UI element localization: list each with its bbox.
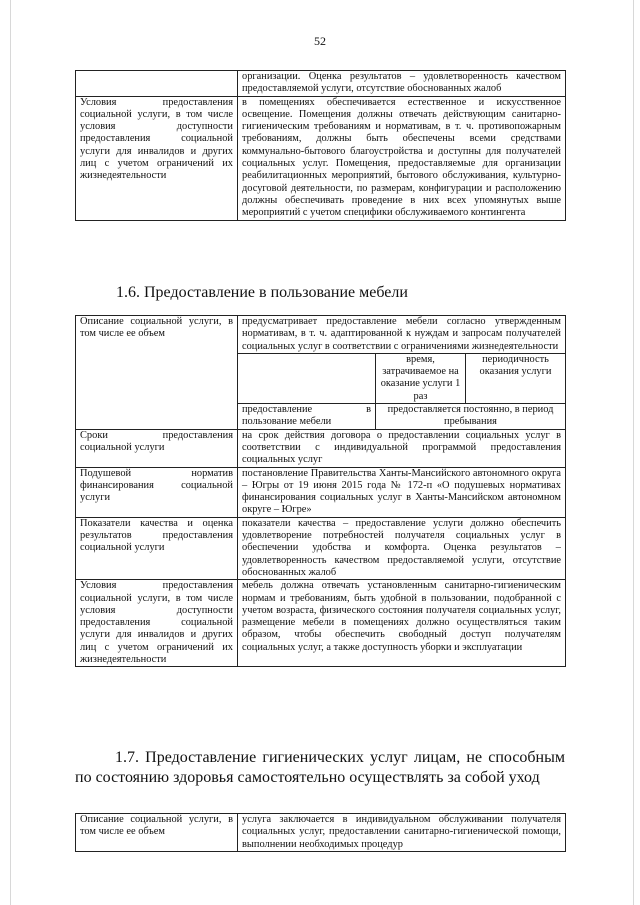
table-cell — [238, 353, 376, 403]
table-cell: Описание социальной услуги, в том числе ее объем — [76, 814, 238, 852]
section-heading-1-6: 1.6. Предоставление в пользование мебели — [116, 284, 408, 301]
table-cell: показатели качества – предоставление услуги должно обеспечить удовлетворение потребностей получателя социальных услуг в обеспечении удобства и комфорта. Оценка результатов – удовлетворенность качеством предоставляемой услуги, отсутствие обоснованных жалоб — [238, 517, 566, 579]
continuation-table — [75, 70, 566, 221]
table-cell: постановление Правительства Ханты-Мансийского автономного округа – Югры от 19 июня 2015 года № 172-п «О подушевых нормативах финансирования социальных услуг в Ханты-Мансийском автономном округе – Югре» — [238, 467, 566, 517]
table-cell: Сроки предоставления социальной услуги — [76, 429, 238, 467]
section-heading-1-7: 1.7. Предоставление гигиенических услуг лицам, не способным по состоянию здоровья самостоятельно осуществлять за собой уход — [75, 749, 565, 786]
service-value-cell: предоставляется постоянно, в период пребывания — [376, 404, 566, 430]
table-row — [76, 71, 566, 97]
right-scan-edge — [633, 0, 634, 905]
page-number: 52 — [314, 34, 326, 48]
periodicity-column-header: периодичность оказания услуги — [466, 353, 566, 403]
left-scan-edge — [10, 0, 11, 905]
table-row — [76, 96, 566, 220]
table-cell: Условия предоставления социальной услуги, в том числе условия доступности предоставления социальной услуги для инвалидов и других лиц с учетом ограничений их жизнедеятельности — [76, 580, 238, 667]
table-row — [76, 580, 566, 667]
table-row — [76, 316, 566, 354]
table-cell: предусматривает предоставление мебели согласно утвержденным нормативам, в т. ч. адаптированной к нуждам и запросам получателей социальных услуг в соответствии с ограничениями жизнедеятельности — [238, 316, 566, 354]
table-row — [76, 814, 566, 852]
hygiene-service-table — [75, 813, 566, 852]
table-cell: Описание социальной услуги, в том числе ее объем — [76, 316, 238, 430]
table-cell — [76, 71, 238, 97]
table-cell: услуга заключается в индивидуальном обслуживании получателя социальных услуг, предоставлении санитарно-гигиенической помощи, выполнении необходимых процедур — [238, 814, 566, 852]
time-column-header: время, затрачиваемое на оказание услуги 1 раз — [376, 353, 466, 403]
table-cell: на срок действия договора о предоставлении социальных услуг в соответствии с индивидуальной программой предоставления социальных услуг — [238, 429, 566, 467]
table-cell: Показатели качества и оценка результатов предоставления социальной услуги — [76, 517, 238, 579]
table-cell: Подушевой норматив финансирования социальной услуги — [76, 467, 238, 517]
table-row — [76, 517, 566, 579]
furniture-service-table — [75, 315, 566, 667]
service-name-cell: предоставление в пользование мебели — [238, 404, 376, 430]
table-row — [76, 429, 566, 467]
table-cell: в помещениях обеспечивается естественное и искусственное освещение. Помещения должны отвечать действующим санитарно-гигиеническим требованиям и нормативам, в т. ч. противопожарным требованиям, должны быть обеспечены всеми средствами коммунально-бытового благоустройства и доступны для получателей социальных услуг. Помещения, предоставляемые для организации реабилитационных мероприятий, бытового обслуживания, культурно-досуговой деятельности, по размерам, конфигурации и расположению должны обеспечивать проведение в них всех упомянутых выше мероприятий с учетом специфики обслуживаемого контингента — [238, 96, 566, 220]
table-cell: организации. Оценка результатов – удовлетворенность качеством предоставляемой услуги, отсутствие обоснованных жалоб — [238, 71, 566, 97]
table-cell: мебель должна отвечать установленным санитарно-гигиеническим нормам и требованиям, быть удобной в пользовании, подобранной с учетом возраста, физического состояния получателя социальных услуг, размещение мебели в помещениях должно осуществляться таким образом, чтобы обеспечить свободный доступ получателям социальных услуг, а также доступность уборки и эксплуатации — [238, 580, 566, 667]
table-row — [76, 467, 566, 517]
table-cell: Условия предоставления социальной услуги, в том числе условия доступности предоставления социальной услуги для инвалидов и других лиц с учетом ограничений их жизнедеятельности — [76, 96, 238, 220]
